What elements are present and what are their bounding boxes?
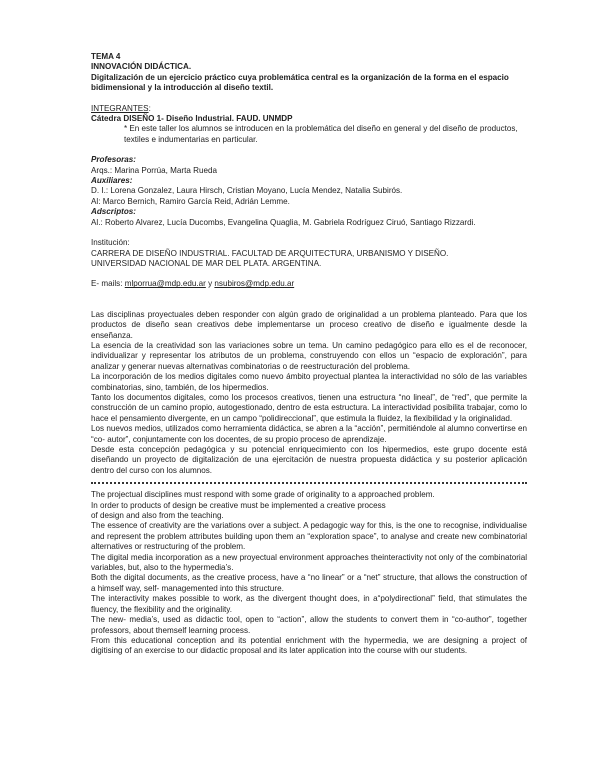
abstract-paragraph: In order to products of design be creative must be implemented a creative process — [91, 500, 386, 510]
section-divider — [91, 482, 527, 484]
abstract-paragraph: La incorporación de los medios digitales como nuevo ámbito proyectual plantea la interactividad no sólo de las variables combinatorias, sino, también, de los hipermedios. — [91, 372, 527, 392]
abstract-paragraph: Desde esta concepción pedagógica y su potencial enriquecimiento con los hipermedios, este grupo docente está diseñando un proyecto de digitalización de una ejercitación de nuestra propuesta didáctica y su posterior aplicación dentro del curso con los alumnos. — [91, 445, 527, 475]
catedra-line: Cátedra DISEÑO 1- Diseño Industrial. FAUD. UNMDP — [91, 114, 293, 124]
integrantes-heading — [91, 104, 527, 114]
catedra-note: * En este taller los alumnos se introducen en la problemática del diseño en general y del diseño de productos, textiles e indumentarias en particular. — [124, 124, 518, 144]
staff-heading-auxiliares: Auxiliares: — [91, 176, 133, 186]
document-page — [91, 52, 527, 657]
staff-heading-adscriptos: Adscriptos: — [91, 207, 136, 217]
english-abstract — [91, 490, 527, 657]
emails-connector: y — [205, 279, 215, 289]
email-link[interactable]: mlporrua@mdp.edu.ar — [124, 279, 206, 289]
abstract-paragraph: The projectual disciplines must respond with some grade of originality to a approached problem. — [91, 490, 435, 500]
institution-label: Institución: — [91, 238, 130, 248]
email-link[interactable]: nsubiros@mdp.edu.ar — [214, 279, 295, 289]
emails-line — [91, 279, 527, 289]
abstract-paragraph: The essence of creativity are the variations over a subject. A pedagogic way for this, is the one to recognise, individualise and represent the problem attributes building upon them an “exploration space”, to analyse and create new combinatorial alternatives or restructuring of the problem. — [91, 521, 527, 552]
abstract-paragraph: La esencia de la creatividad son las variaciones sobre un tema. Un camino pedagógico para ello es el de reconocer, individualizar y representar los atributos de un problema, construyendo con ellos un “espacio de exploración”, para analizar y generar nuevas alternativas combinatorias o de reestructuración del problema. — [91, 340, 527, 371]
document-title: Digitalización de un ejercicio práctico cuya problemática central es la organización de la forma en el espacio bidimensional y la introducción al diseño textil. — [91, 72, 509, 93]
abstract-paragraph: of design and also from the teaching. — [91, 511, 224, 521]
staff-line: Al: Marco Bernich, Ramiro García Reid, Adrián Lemme. — [91, 196, 290, 206]
abstract-paragraph: Tanto los documentos digitales, como los procesos creativos, tienen una estructura “no lineal”, de “red”, que permite la construcción de un camino propio, autogestionado, dentro de esta estructura. La interactividad posibilita trabajar, como lo hace el pensamiento divergente, en un campo “polidireccional”, que estimula la fluidez, la flexibilidad y la originalidad. — [91, 392, 527, 423]
staff-line: Al.: Roberto Alvarez, Lucía Ducombs, Evangelina Quaglia, M. Gabriela Rodríguez Ciruó, Santiago Rizzardi. — [91, 217, 476, 227]
abstract-paragraph: Both the digital documents, as the creative process, have a “no linear” or a “net” structure, that allows the construction of a himself way, self- managemented into this structure. — [91, 573, 527, 593]
tema-label: TEMA 4 — [91, 52, 121, 61]
staff-line: D. I.: Lorena Gonzalez, Laura Hirsch, Cristian Moyano, Lucía Mendez, Natalia Subirós. — [91, 186, 403, 196]
abstract-paragraph: From this educational conception and its potential enrichment with the hypermedia, we are designing a project of digitising of an exercise to our didactic proposal and its later application into the course with our students. — [91, 635, 527, 656]
institution-line: CARRERA DE DISEÑO INDUSTRIAL. FACULTAD DE ARQUITECTURA, URBANISMO Y DISEÑO. — [91, 248, 449, 258]
staff-heading-profesoras: Profesoras: — [91, 155, 136, 165]
abstract-paragraph: Los nuevos medios, utilizados como herramienta didáctica, se abren a la “acción”, permitiéndole al alumno convertirse en “co- autor”, conjuntamente con los docentes, de su propio proceso de aprendizaje. — [91, 424, 527, 444]
emails-label: E- mails: — [91, 279, 123, 289]
topic-heading: INNOVACIÓN DIDÁCTICA. — [91, 62, 192, 72]
abstract-paragraph: The digital media incorporation as a new proyectual environment approaches theinteractivity not only of the combinatorial variables, but, also to the hypermedia’s. — [91, 552, 527, 573]
integrantes-label: INTEGRANTES — [91, 103, 149, 113]
integrantes-colon: : — [148, 103, 151, 113]
abstract-paragraph: Las disciplinas proyectuales deben responder con algún grado de originalidad a un problema planteado. Para que los productos de diseño sean creativos debe implementarse un proceso creativo de diseño e igualmente desde la enseñanza. — [91, 309, 527, 340]
institution-line: UNIVERSIDAD NACIONAL DE MAR DEL PLATA. ARGENTINA. — [91, 258, 322, 268]
abstract-paragraph: The interactivity makes possible to work, as the divergent thought does, in a“polydirectional” field, that stimulates the fluency, the flexibility and the originality. — [91, 594, 527, 614]
staff-line: Arqs.: Marina Porrúa, Marta Rueda — [91, 165, 217, 175]
spanish-abstract — [91, 310, 527, 477]
abstract-paragraph: The new- media’s, used as didactic tool, open to “action”, allow the students to convert them in “co-author”, together professors, about themself learning process. — [91, 615, 527, 635]
